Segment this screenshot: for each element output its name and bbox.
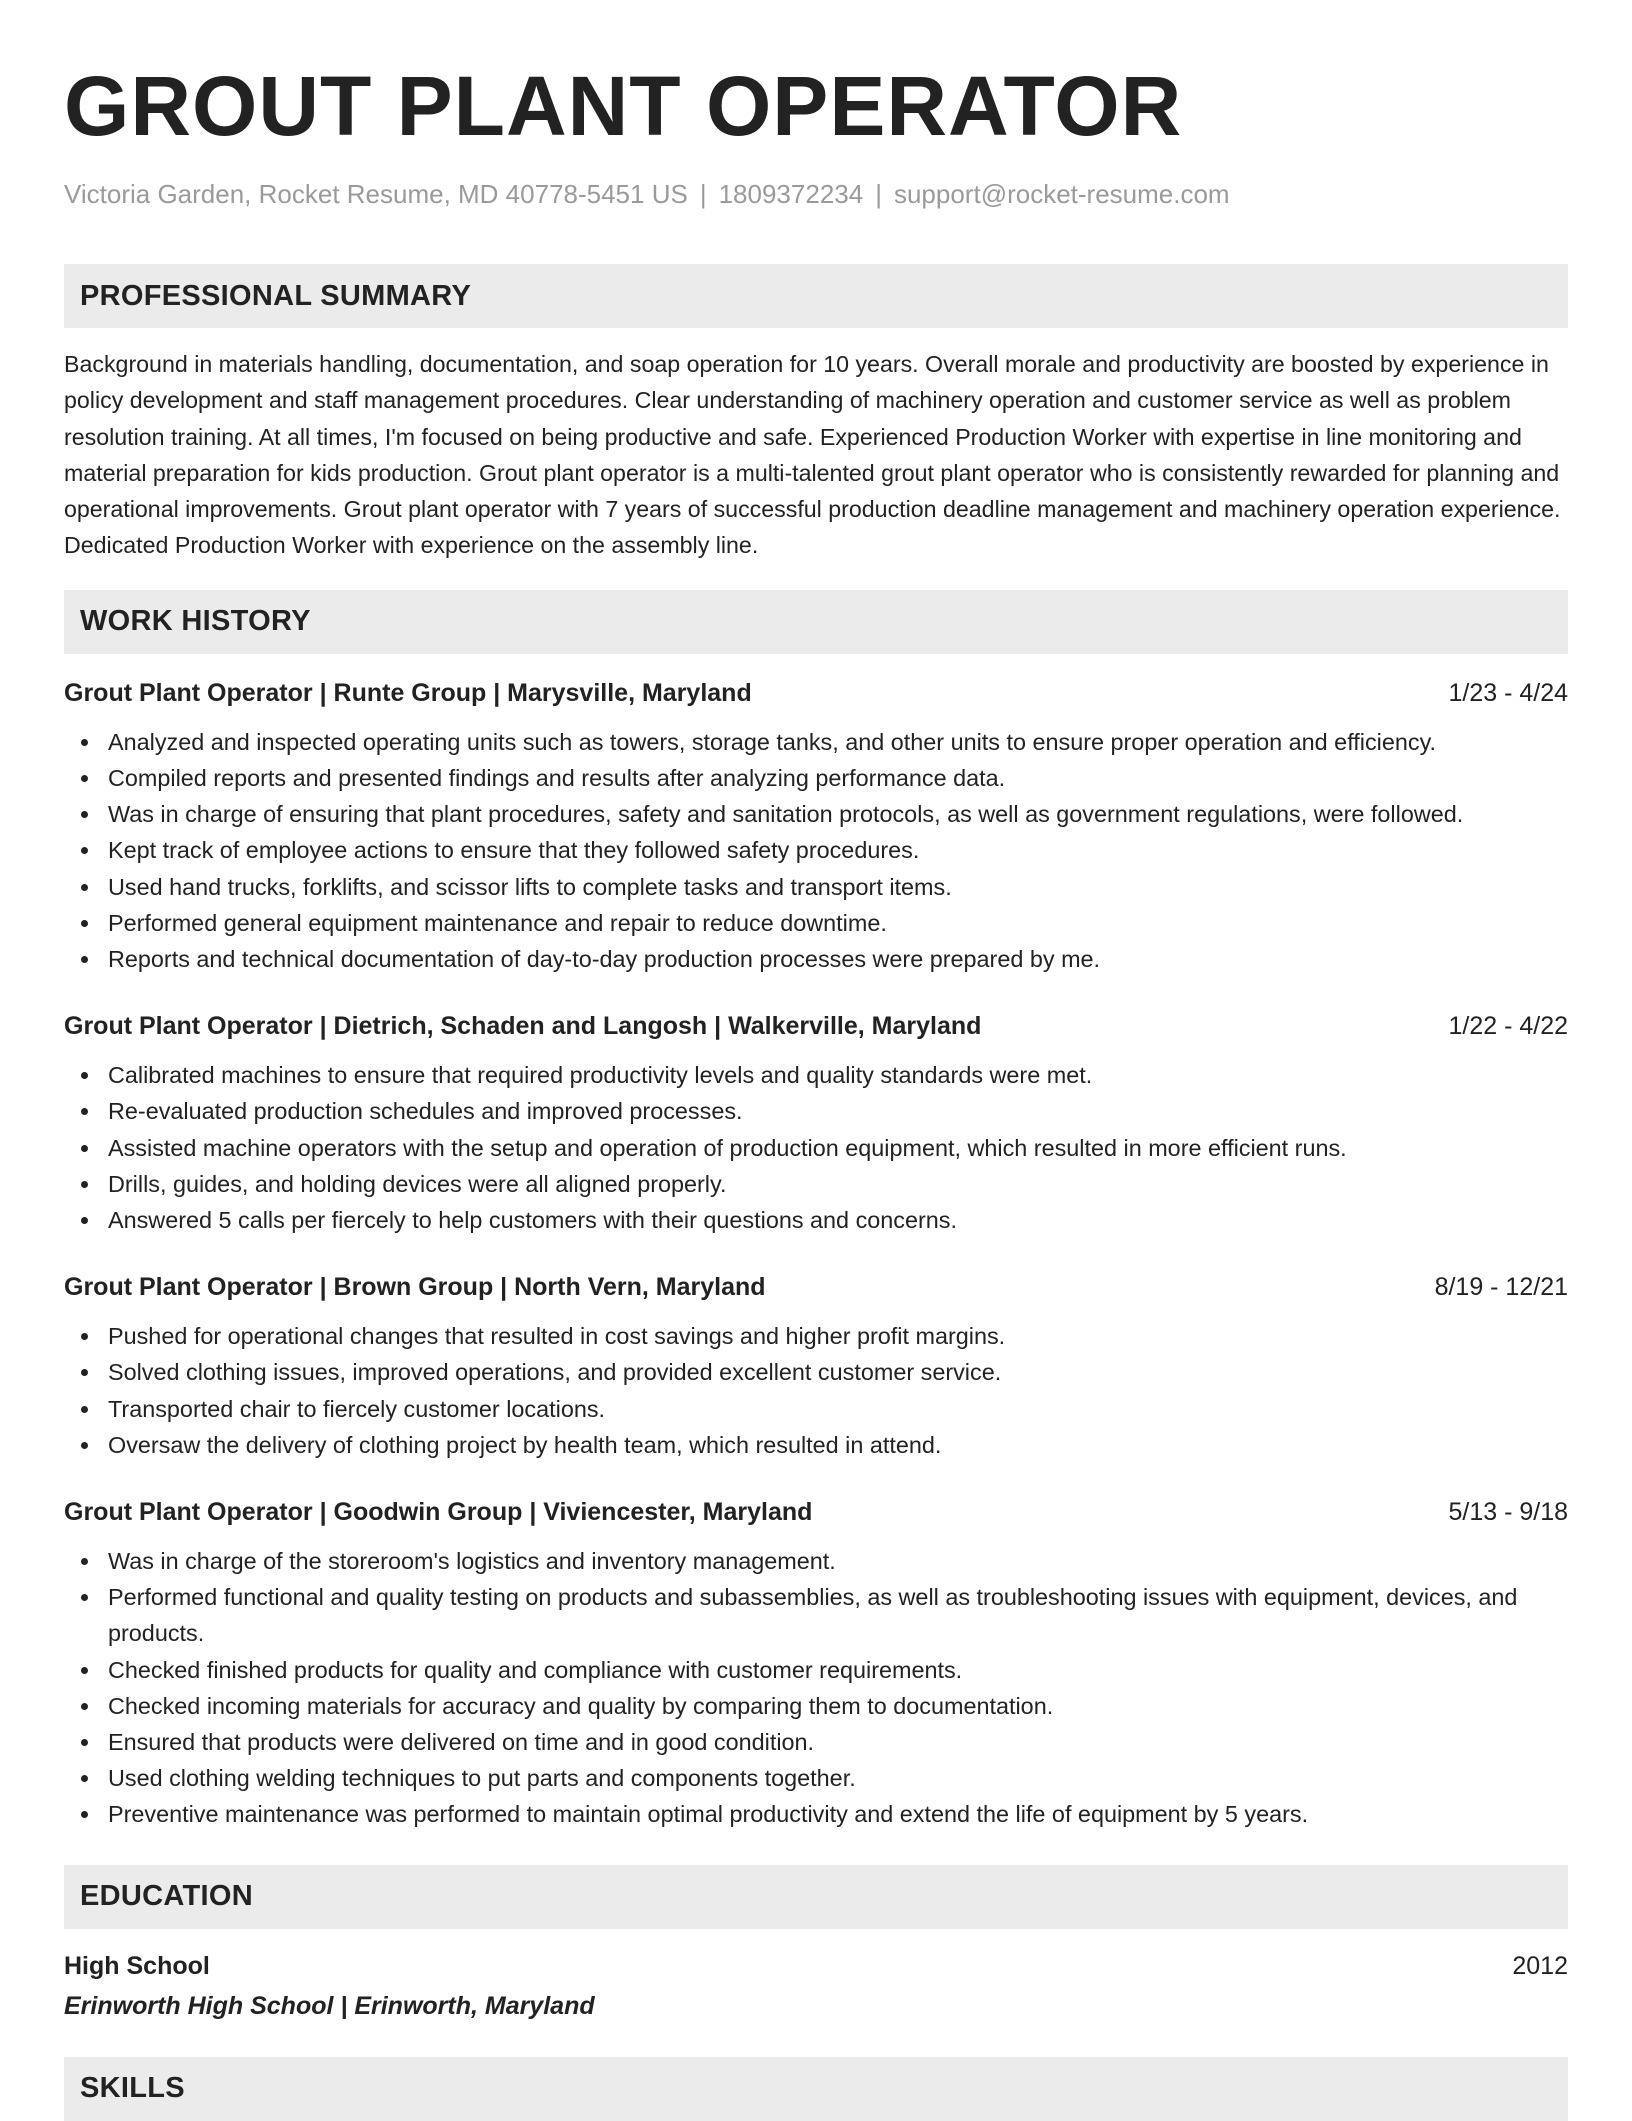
job-bullet: Kept track of employee actions to ensure that they followed safety procedures. bbox=[108, 832, 1568, 868]
job-title: Grout Plant Operator | Dietrich, Schaden and Langosh | Walkerville, Maryland bbox=[64, 1012, 982, 1041]
job-bullet: Drills, guides, and holding devices were all aligned properly. bbox=[108, 1166, 1568, 1202]
job-bullet: Calibrated machines to ensure that required productivity levels and quality standards were met. bbox=[108, 1057, 1568, 1093]
job-bullet-list bbox=[64, 724, 1568, 977]
contact-separator: | bbox=[699, 179, 707, 209]
job-head bbox=[64, 1270, 1568, 1304]
job-dates: 5/13 - 9/18 bbox=[1448, 1498, 1568, 1527]
contact-separator: | bbox=[875, 179, 882, 209]
section-heading: EDUCATION bbox=[80, 1880, 253, 1913]
contact-address: Victoria Garden, Rocket Resume, MD 40778-5451 US bbox=[64, 179, 688, 209]
job-bullet: Performed functional and quality testing on products and subassemblies, as well as troubleshooting issues with equipment, devices, and products. bbox=[108, 1579, 1568, 1651]
education-entry bbox=[64, 1949, 1568, 2023]
summary-text: Background in materials handling, documentation, and soap operation for 10 years. Overall morale and productivity are boosted by experience in policy development and staff management procedures. Clear understanding of machinery operation and customer service as well as problem resolution training. At all times, I'm focused on being productive and safe. Experienced Production Worker with expertise in line monitoring and material preparation for kids production. Grout plant operator is a multi-talented grout plant operator who is consistently rewarded for planning and operational improvements. Grout plant operator with 7 years of successful production deadline management and machinery operation experience. Dedicated Production Worker with experience on the assembly line. bbox=[64, 351, 1561, 559]
skills-section-header bbox=[64, 2057, 1568, 2121]
page-title: GROUT PLANT OPERATOR bbox=[64, 59, 1183, 153]
job-bullet: Was in charge of the storeroom's logistics and inventory management. bbox=[108, 1543, 1568, 1579]
job-bullet-list bbox=[64, 1057, 1568, 1238]
job-entry bbox=[64, 1009, 1568, 1238]
job-title: Grout Plant Operator | Brown Group | North Vern, Maryland bbox=[64, 1273, 766, 1302]
job-bullet: Used clothing welding techniques to put parts and components together. bbox=[108, 1760, 1568, 1796]
job-bullet: Analyzed and inspected operating units such as towers, storage tanks, and other units to ensure proper operation and efficiency. bbox=[108, 724, 1568, 760]
job-head bbox=[64, 676, 1568, 710]
job-bullet-list bbox=[64, 1543, 1568, 1833]
job-bullet: Answered 5 calls per fiercely to help customers with their questions and concerns. bbox=[108, 1202, 1568, 1238]
job-bullet: Checked incoming materials for accuracy and quality by comparing them to documentation. bbox=[108, 1688, 1568, 1724]
job-bullet: Re-evaluated production schedules and improved processes. bbox=[108, 1093, 1568, 1129]
job-head bbox=[64, 1495, 1568, 1529]
job-dates: 1/22 - 4/22 bbox=[1448, 1012, 1568, 1041]
job-entry bbox=[64, 1495, 1568, 1833]
section-heading: WORK HISTORY bbox=[80, 605, 311, 638]
education-year: 2012 bbox=[1512, 1951, 1568, 1980]
summary-section-header bbox=[64, 264, 1568, 328]
job-dates: 1/23 - 4/24 bbox=[1448, 678, 1568, 707]
education-school: Erinworth High School | Erinworth, Maryland bbox=[64, 1991, 595, 2020]
job-bullet: Pushed for operational changes that resulted in cost savings and higher profit margins. bbox=[108, 1318, 1568, 1354]
job-bullet: Checked finished products for quality and compliance with customer requirements. bbox=[108, 1652, 1568, 1688]
contact-email: support@rocket-resume.com bbox=[893, 179, 1230, 209]
job-title: Grout Plant Operator | Goodwin Group | Viviencester, Maryland bbox=[64, 1498, 813, 1527]
job-bullet: Oversaw the delivery of clothing project by health team, which resulted in attend. bbox=[108, 1427, 1568, 1463]
section-heading: SKILLS bbox=[80, 2072, 185, 2105]
job-bullet: Reports and technical documentation of day-to-day production processes were prepared by me. bbox=[108, 941, 1568, 977]
work-history-list bbox=[64, 676, 1568, 1833]
job-head bbox=[64, 1009, 1568, 1043]
job-bullet: Transported chair to fiercely customer locations. bbox=[108, 1391, 1568, 1427]
job-bullet-list bbox=[64, 1318, 1568, 1463]
contact-line bbox=[64, 178, 1568, 210]
job-bullet: Assisted machine operators with the setup and operation of production equipment, which resulted in more efficient runs. bbox=[108, 1130, 1568, 1166]
job-bullet: Performed general equipment maintenance and repair to reduce downtime. bbox=[108, 905, 1568, 941]
job-bullet: Ensured that products were delivered on time and in good condition. bbox=[108, 1724, 1568, 1760]
education-degree: High School bbox=[64, 1951, 210, 1980]
job-bullet: Compiled reports and presented findings and results after analyzing performance data. bbox=[108, 760, 1568, 796]
section-heading: PROFESSIONAL SUMMARY bbox=[80, 279, 472, 312]
contact-phone: 1809372234 bbox=[718, 179, 864, 209]
job-dates: 8/19 - 12/21 bbox=[1434, 1273, 1568, 1302]
job-entry bbox=[64, 676, 1568, 977]
job-bullet: Used hand trucks, forklifts, and scissor lifts to complete tasks and transport items. bbox=[108, 869, 1568, 905]
job-entry bbox=[64, 1270, 1568, 1463]
job-bullet: Preventive maintenance was performed to maintain optimal productivity and extend the life of equipment by 5 years. bbox=[108, 1796, 1568, 1832]
job-bullet: Solved clothing issues, improved operations, and provided excellent customer service. bbox=[108, 1354, 1568, 1390]
education-section-header bbox=[64, 1865, 1568, 1929]
education-head bbox=[64, 1949, 1568, 1983]
job-title: Grout Plant Operator | Runte Group | Marysville, Maryland bbox=[64, 678, 752, 707]
work-history-section-header bbox=[64, 590, 1568, 654]
job-bullet: Was in charge of ensuring that plant procedures, safety and sanitation protocols, as well as government regulations, were followed. bbox=[108, 796, 1568, 832]
